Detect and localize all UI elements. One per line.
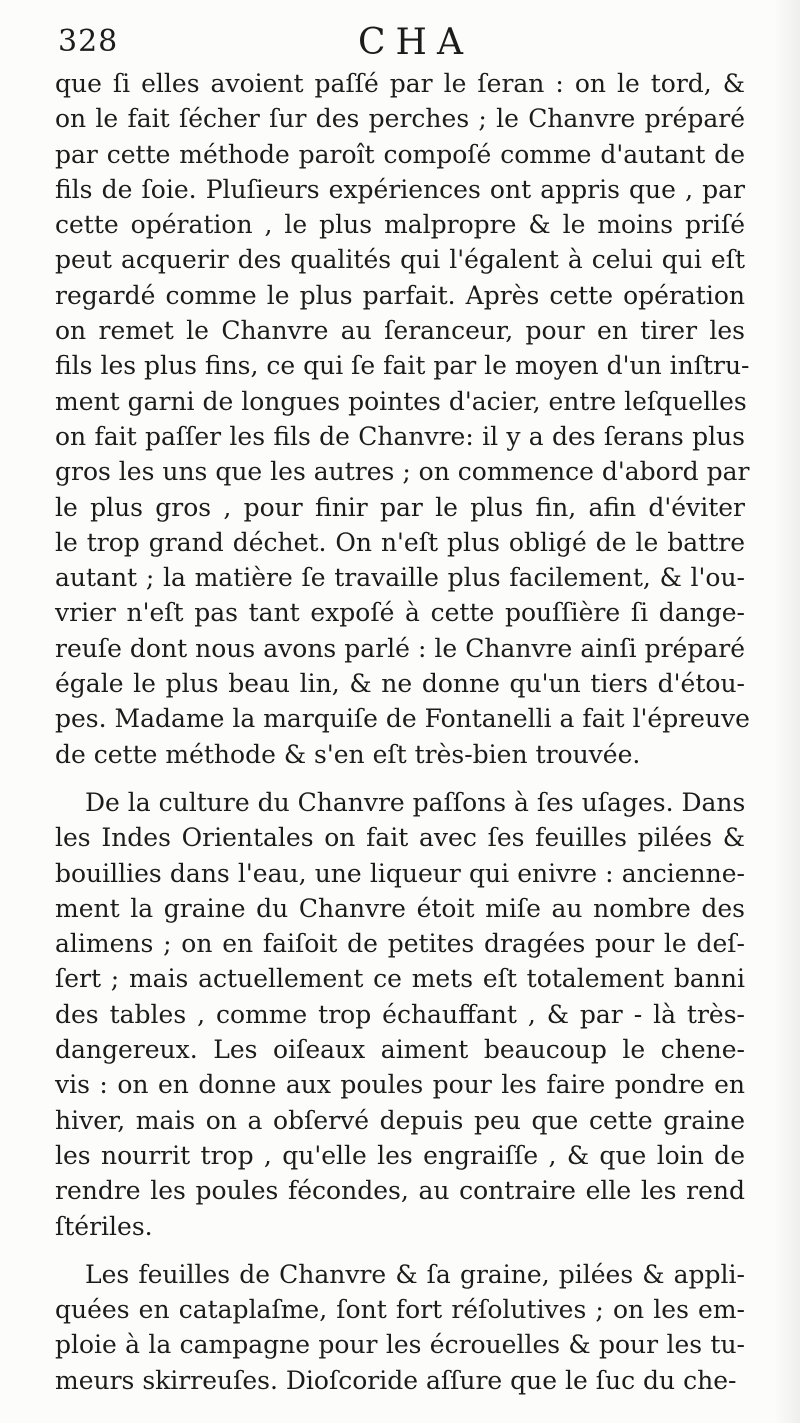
text-line: vis : on en donne aux poules pour les faire pondre en	[55, 1070, 745, 1100]
text-line: bouillies dans l'eau, une liqueur qui enivre : ancienne-	[55, 858, 745, 888]
text-line: de cette méthode & s'en eſt très-bien trouvée.	[55, 739, 641, 769]
text-line: gros les uns que les autres ; on commence d'abord par	[55, 457, 750, 487]
text-line: meurs skirreuſes. Dioſcoride aſſure que le ſuc du che-	[55, 1365, 737, 1395]
text-line: ſtériles.	[55, 1211, 153, 1241]
text-line: par cette méthode paroît compoſé comme d'autant de	[55, 139, 745, 169]
paragraph	[55, 66, 750, 772]
text-line: ment la graine du Chanvre étoit miſe au nombre des	[55, 893, 745, 923]
running-head: CHA	[358, 22, 473, 63]
text-line: alimens ; on en faiſoit de petites dragées pour le deſ-	[55, 929, 745, 959]
text-line: le plus gros , pour finir par le plus fin, afin d'éviter	[55, 492, 745, 522]
text-line: hiver, mais on a obſervé depuis peu que cette graine	[55, 1105, 745, 1135]
text-line: autant ; la matière ſe travaille plus facilement, & l'ou-	[55, 563, 745, 593]
text-line: on le fait ſécher ſur des perches ; le Chanvre préparé	[55, 104, 745, 134]
text-line: quées en cataplaſme, ſont fort réſolutives ; on les em-	[55, 1295, 745, 1325]
text-line: dangereux. Les oiſeaux aiment beaucoup le chene-	[55, 1035, 745, 1065]
text-line: ſert ; mais actuellement ce mets eſt totalement banni	[55, 964, 745, 994]
text-line: regardé comme le plus parfait. Après cette opération	[55, 280, 745, 310]
text-line: pes. Madame la marquiſe de Fontanelli a fait l'épreuve	[55, 704, 750, 734]
text-line: égale le plus beau lin, & ne donne qu'un tiers d'étou-	[55, 669, 745, 699]
paragraph	[55, 785, 745, 1244]
text-line: les Indes Orientales on fait avec ſes feuilles pilées &	[55, 823, 745, 853]
text-line: peut acquerir des qualités qui l'égalent à celui qui eſt	[55, 245, 745, 275]
text-line: le trop grand déchet. On n'eſt plus obligé de le battre	[55, 527, 745, 557]
text-line: Les feuilles de Chanvre & ſa graine, pilées & appli-	[85, 1259, 745, 1289]
text-line: des tables , comme trop échauffant , & par - là très-	[55, 999, 745, 1029]
text-line: fils les plus fins, ce qui ſe fait par le moyen d'un inſtru-	[55, 351, 750, 381]
text-line: rendre les poules fécondes, au contraire elle les rend	[55, 1176, 745, 1206]
text-line: on fait paſſer les fils de Chanvre: il y a des ſerans plus	[55, 421, 745, 451]
text-line: reuſe dont nous avons parlé : le Chanvre ainſi préparé	[55, 633, 745, 663]
paragraph-gap	[55, 772, 745, 785]
text-line: fils de ſoie. Pluſieurs expériences ont appris que , par	[55, 174, 745, 204]
text-line: cette opération , le plus malpropre & le moins priſé	[55, 210, 745, 240]
page-header	[58, 22, 738, 66]
text-line: De la culture du Chanvre paſſons à ſes uſages. Dans	[85, 787, 746, 817]
text-line: on remet le Chanvre au ſeranceur, pour en tirer les	[55, 316, 745, 346]
paragraph-gap	[55, 1244, 745, 1257]
text-line: vrier n'eſt pas tant expoſé à cette pouſſière ſi dange-	[55, 598, 745, 628]
page-edge-shadow	[774, 0, 800, 1423]
text-line: ment garni de longues pointes d'acier, entre leſquelles	[55, 386, 747, 416]
paragraph	[55, 1257, 745, 1398]
text-line: que ſi elles avoient paſſé par le ſeran : on le tord, &	[55, 69, 745, 98]
body-text	[55, 66, 750, 1398]
page-number: 328	[58, 24, 119, 59]
text-line: les nourrit trop , qu'elle les engraiſſe , & que loin de	[55, 1140, 745, 1170]
text-line: ploie à la campagne pour les écrouelles & pour les tu-	[55, 1330, 745, 1360]
